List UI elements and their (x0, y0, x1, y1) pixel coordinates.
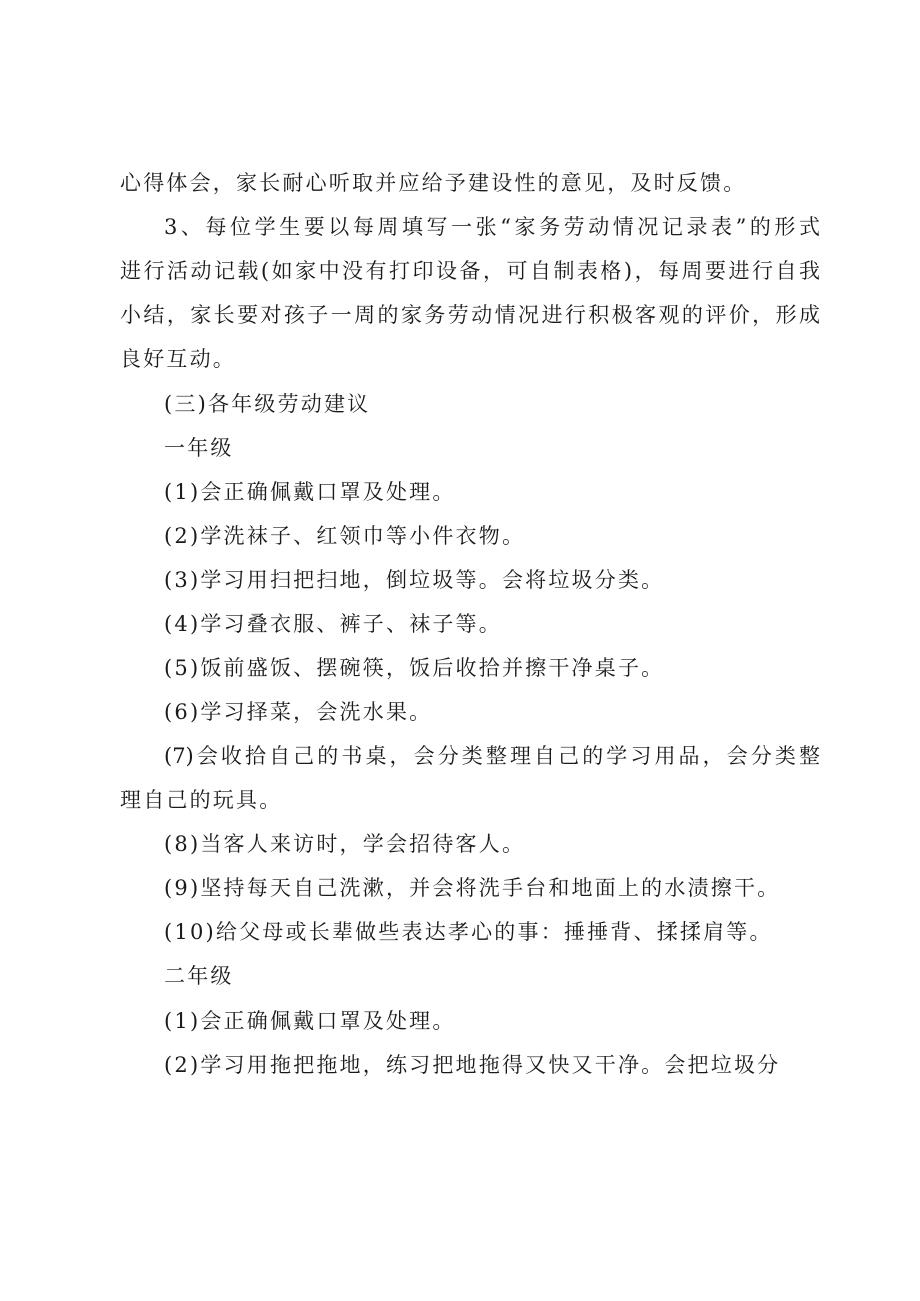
paragraph-line: 3、每位学生要以每周填写一张“家务劳动情况记录表”的形式 (164, 215, 820, 239)
list-item-continuation: 理自己的玩具。 (120, 788, 283, 812)
paragraph-line: 进行活动记载(如家中没有打印设备，可自制表格)，每周要进行自我 (120, 259, 820, 283)
list-item: (1)会正确佩戴口罩及处理。 (164, 480, 456, 504)
list-item: (9)坚持每天自己洗漱，并会将洗手台和地面上的水渍擦干。 (164, 876, 781, 900)
paragraph-line: 心得体会，家长耐心听取并应给予建设性的意见，及时反馈。 (120, 171, 747, 195)
list-item: (3)学习用扫把扫地，倒垃圾等。会将垃圾分类。 (164, 568, 665, 592)
grade-heading: 一年级 (164, 436, 234, 460)
list-item: (2)学习用拖把拖地，练习把地拖得又快又干净。会把垃圾分 (164, 1053, 781, 1077)
paragraph-line: 小结，家长要对孩子一周的家务劳动情况进行积极客观的评价，形成 (120, 303, 820, 327)
list-item: (1)会正确佩戴口罩及处理。 (164, 1009, 456, 1033)
section-heading: (三)各年级劳动建议 (164, 392, 371, 416)
list-item: (2)学洗袜子、红领巾等小件衣物。 (164, 524, 526, 548)
paragraph-line: 良好互动。 (120, 347, 236, 371)
list-item: (7)会收拾自己的书桌，会分类整理自己的学习用品，会分类整 (164, 744, 820, 768)
list-item: (4)学习叠衣服、裤子、袜子等。 (164, 612, 502, 636)
grade-heading: 二年级 (164, 964, 234, 988)
list-item: (10)给父母或长辈做些表达孝心的事：捶捶背、揉揉肩等。 (164, 920, 773, 944)
list-item: (5)饭前盛饭、摆碗筷，饭后收拾并擦干净桌子。 (164, 656, 665, 680)
list-item: (8)当客人来访时，学会招待客人。 (164, 832, 526, 856)
list-item: (6)学习择菜，会洗水果。 (164, 700, 433, 724)
